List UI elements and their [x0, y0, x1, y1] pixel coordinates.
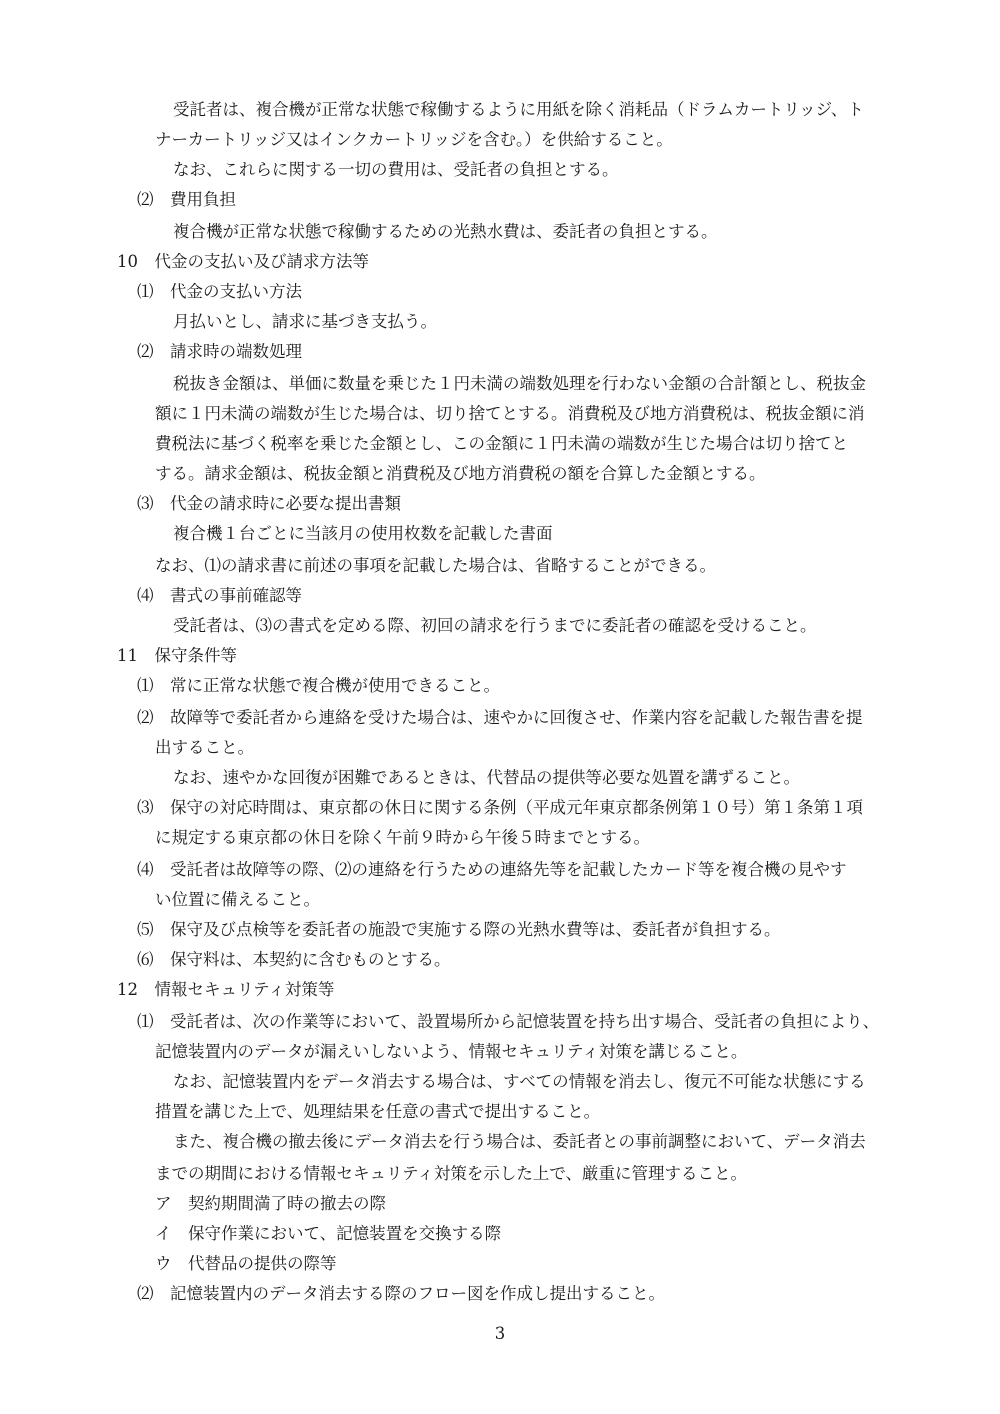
text-line: 記憶装置内のデータが漏えいしないよう、情報セキュリティ対策を講じること。 — [155, 1042, 748, 1061]
list-item: ⑴ 受託者は、次の作業等において、設置場所から記憶装置を持ち出す場合、受託者の負担により、 — [137, 1012, 880, 1031]
text-line: なお、速やかな回復が困難であるときは、代替品の提供等必要な処置を講ずること。 — [173, 768, 800, 787]
text-line: 出すること。 — [155, 738, 254, 757]
sub-list-item: ウ 代替品の提供の際等 — [155, 1254, 337, 1273]
text-line: 複合機１台ごとに当該月の使用枚数を記載した書面 — [173, 524, 553, 543]
text-line: また、複合機の撤去後にデータ消去を行う場合は、委託者との事前調整において、データ消去 — [173, 1132, 866, 1151]
section-heading: 11 保守条件等 — [117, 646, 237, 665]
text-line: する。請求金額は、税抜金額と消費税及び地方消費税の額を合算した金額とする。 — [155, 464, 766, 483]
section-heading: 12 情報セキュリティ対策等 — [117, 980, 335, 999]
section-heading: 10 代金の支払い及び請求方法等 — [117, 252, 369, 271]
text-line: なお、⑴の請求書に前述の事項を記載した場合は、省略することができる。 — [155, 556, 716, 575]
text-line: 措置を講じた上で、処理結果を任意の書式で提出すること。 — [155, 1102, 601, 1121]
page-number: 3 — [494, 1324, 506, 1343]
item-heading: ⑶ 代金の請求時に必要な提出書類 — [137, 494, 401, 513]
list-item: ⑵ 記憶装置内のデータ消去する際のフロー図を作成し提出すること。 — [137, 1284, 665, 1303]
list-item: ⑵ 故障等で委託者から連絡を受けた場合は、速やかに回復させ、作業内容を記載した報告書を提 — [137, 708, 863, 727]
item-heading: ⑷ 書式の事前確認等 — [137, 586, 302, 605]
list-item: ⑹ 保守料は、本契約に含むものとする。 — [137, 950, 451, 969]
text-line: 額に１円未満の端数が生じた場合は、切り捨てとする。消費税及び地方消費税は、税抜金額に消 — [155, 404, 865, 423]
text-line: 受託者は、複合機が正常な状態で稼働するように用紙を除く消耗品（ドラムカートリッジ、ト — [173, 100, 864, 119]
text-line: なお、記憶装置内をデータ消去する場合は、すべての情報を消去し、復元不可能な状態にする — [173, 1072, 866, 1091]
sub-list-item: ア 契約期間満了時の撤去の際 — [155, 1194, 386, 1213]
text-line: 月払いとし、請求に基づき支払う。 — [173, 312, 437, 331]
text-line: 複合機が正常な状態で稼働するための光熱水費は、委託者の負担とする。 — [173, 222, 718, 241]
list-item: ⑴ 常に正常な状態で複合機が使用できること。 — [137, 676, 500, 695]
text-line: 税抜き金額は、単価に数量を乗じた１円未満の端数処理を行わない金額の合計額とし、税抜金 — [173, 374, 866, 393]
item-heading: ⑵ 請求時の端数処理 — [137, 342, 302, 361]
item-heading: ⑵ 費用負担 — [137, 190, 236, 209]
text-line: 受託者は、⑶の書式を定める際、初回の請求を行うまでに委託者の確認を受けること。 — [173, 616, 817, 635]
list-item: ⑸ 保守及び点検等を委託者の施設で実施する際の光熱水費等は、委託者が負担する。 — [137, 920, 781, 939]
text-line: ナーカートリッジ又はインクカートリッジを含む。）を供給すること。 — [155, 130, 673, 149]
text-line: までの期間における情報セキュリティ対策を示した上で、厳重に管理すること。 — [155, 1164, 748, 1183]
text-line: 費税法に基づく税率を乗じた金額とし、この金額に１円未満の端数が生じた場合は切り捨てと — [155, 434, 848, 453]
text-line: なお、これらに関する一切の費用は、受託者の負担とする。 — [173, 160, 619, 179]
list-item: ⑶ 保守の対応時間は、東京都の休日に関する条例（平成元年東京都条例第１０号）第１条第１項 — [137, 798, 863, 817]
text-line: い位置に備えること。 — [155, 890, 320, 909]
sub-list-item: イ 保守作業において、記憶装置を交換する際 — [155, 1224, 502, 1243]
text-line: に規定する東京都の休日を除く午前９時から午後５時までとする。 — [155, 828, 650, 847]
list-item: ⑷ 受託者は故障等の際、⑵の連絡を行うための連絡先等を記載したカード等を複合機の見やす — [137, 860, 847, 879]
item-heading: ⑴ 代金の支払い方法 — [137, 282, 302, 301]
